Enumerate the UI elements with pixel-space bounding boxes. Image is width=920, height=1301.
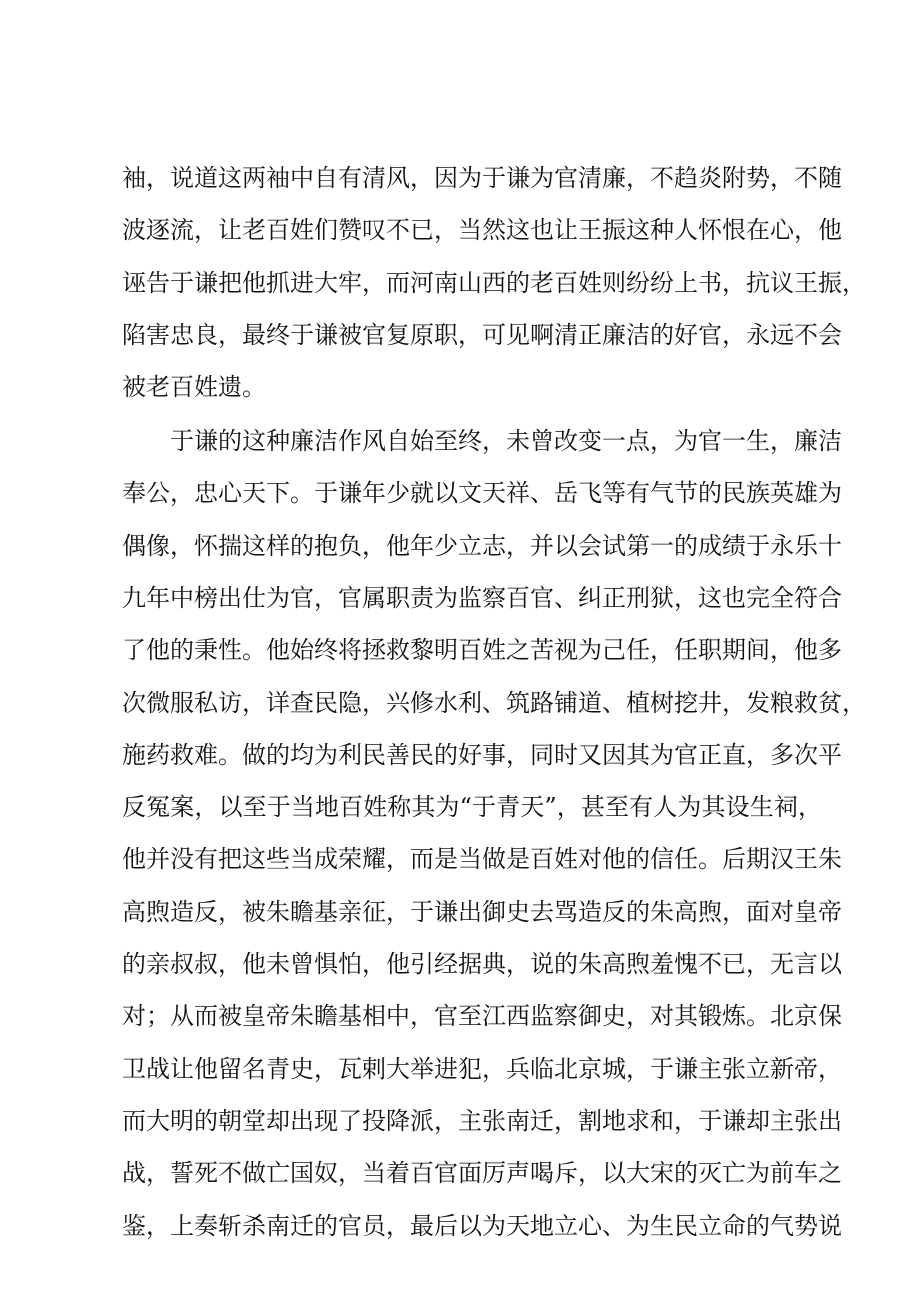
paragraph-2-line-16: 鉴，上奏斩杀南迁的官员，最后以为天地立心、为生民立命的气势说 (122, 1212, 842, 1240)
paragraph-2-line-4: 九年中榜出仕为官，官属职责为监察百官、纠正刑狱，这也完全符合 (122, 584, 842, 612)
paragraph-2-line-14: 而大明的朝堂却出现了投降派，主张南迁，割地求和，于谦却主张出 (122, 1107, 842, 1135)
paragraph-2-line-11: 的亲叔叔，他未曾惧怕，他引经据典，说的朱高煦羞愧不已，无言以 (122, 950, 842, 978)
paragraph-2-line-9: 他并没有把这些当成荣耀，而是当做是百姓对他的信任。后期汉王朱 (122, 845, 842, 873)
paragraph-1-line-1: 袖，说道这两袖中自有清风，因为于谦为官清廉，不趋炎附势，不随 (122, 164, 842, 192)
paragraph-1-line-4: 陷害忠良，最终于谦被官复原职，可见啊清正廉洁的好官，永远不会 (122, 321, 842, 349)
paragraph-2-line-10: 高煦造反，被朱瞻基亲征，于谦出御史去骂造反的朱高煦，面对皇帝 (122, 898, 842, 926)
paragraph-2-line-13: 卫战让他留名青史，瓦剌大举进犯，兵临北京城，于谦主张立新帝， (122, 1055, 842, 1083)
paragraph-2-line-15: 战，誓死不做亡国奴，当着百官面厉声喝斥，以大宋的灭亡为前车之 (122, 1159, 842, 1187)
paragraph-2-line-12: 对；从而被皇帝朱瞻基相中，官至江西监察御史，对其锻炼。北京保 (122, 1002, 842, 1030)
paragraph-2-line-8: 反冤案，以至于当地百姓称其为“于青天”，甚至有人为其设生祠， (122, 793, 822, 821)
paragraph-2-line-2: 奉公，忠心天下。于谦年少就以文天祥、岳飞等有气节的民族英雄为 (122, 479, 842, 507)
paragraph-1-line-3: 诬告于谦把他抓进大牢，而河南山西的老百姓则纷纷上书，抗议王振， (122, 269, 866, 297)
paragraph-1-line-2: 波逐流，让老百姓们赞叹不已，当然这也让王振这种人怀恨在心，他 (122, 216, 842, 244)
paragraph-1-line-5: 被老百姓遗。 (122, 373, 266, 401)
paragraph-2-line-6: 次微服私访，详查民隐，兴修水利、筑路铺道、植树挖井，发粮救贫， (122, 689, 866, 717)
paragraph-2-line-5: 了他的秉性。他始终将拯救黎明百姓之苦视为己任，任职期间，他多 (122, 636, 842, 664)
paragraph-2-line-7: 施药救难。做的均为利民善民的好事，同时又因其为官正直，多次平 (122, 741, 842, 769)
paragraph-2-line-1: 于谦的这种廉洁作风自始至终，未曾改变一点，为官一生，廉洁 (170, 427, 842, 455)
paragraph-2-line-3: 偶像，怀揣这样的抱负，他年少立志，并以会试第一的成绩于永乐十 (122, 532, 842, 560)
